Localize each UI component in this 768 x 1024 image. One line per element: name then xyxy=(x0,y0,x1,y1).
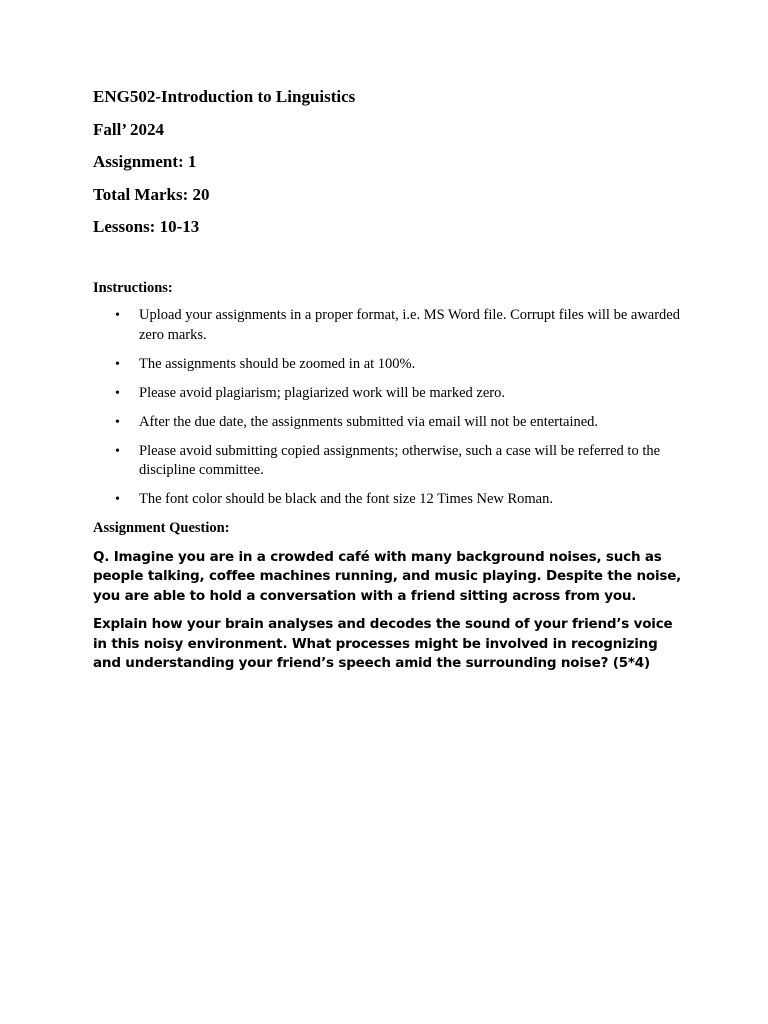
assignment-number: Assignment: 1 xyxy=(93,152,197,171)
bullet-icon: • xyxy=(115,414,120,430)
bullet-icon: • xyxy=(115,443,120,459)
bullet-icon: • xyxy=(115,385,120,401)
instruction-item xyxy=(93,413,683,433)
instruction-item xyxy=(93,384,683,404)
total-marks: Total Marks: 20 xyxy=(93,184,210,204)
instruction-text: The font color should be black and the font size 12 Times New Roman. xyxy=(139,491,553,507)
instruction-item xyxy=(93,490,683,510)
question-paragraph-scenario: Q. Imagine you are in a crowded café with many background noises, such as people talking, coffee machines running, and music playing. Despite the noise, you are able to hold a conversation with a friend sitting across from you. xyxy=(93,548,682,604)
bullet-icon: • xyxy=(115,356,120,372)
bullet-icon: • xyxy=(115,492,120,507)
instruction-item xyxy=(93,306,683,345)
instruction-item xyxy=(93,442,683,481)
semester-label: Fall’ 2024 xyxy=(93,119,164,139)
bullet-icon: • xyxy=(115,308,120,323)
instruction-item xyxy=(93,355,683,375)
document-page xyxy=(93,86,683,674)
instructions-list xyxy=(93,306,683,510)
instruction-text: Please avoid submitting copied assignments; otherwise, such a case will be referred to the discipline committee. xyxy=(139,442,661,478)
instruction-text: After the due date, the assignments submitted via email will not be entertained. xyxy=(139,413,599,430)
instruction-text: Upload your assignments in a proper format, i.e. MS Word file. Corrupt files will be awarded zero marks. xyxy=(139,307,680,343)
instruction-text: The assignments should be zoomed in at 100%. xyxy=(139,355,416,372)
course-title: ENG502-Introduction to Linguistics xyxy=(93,87,356,106)
question-heading: Assignment Question: xyxy=(93,520,230,536)
question-paragraph-task: Explain how your brain analyses and decodes the sound of your friend’s voice in this noisy environment. What processes might be involved in recognizing and understanding your friend’s speech amid the surrounding noise? (5*4) xyxy=(93,616,673,671)
instructions-heading: Instructions: xyxy=(93,280,173,296)
lessons-range: Lessons: 10-13 xyxy=(93,217,200,236)
instruction-text: Please avoid plagiarism; plagiarized work will be marked zero. xyxy=(139,384,505,401)
